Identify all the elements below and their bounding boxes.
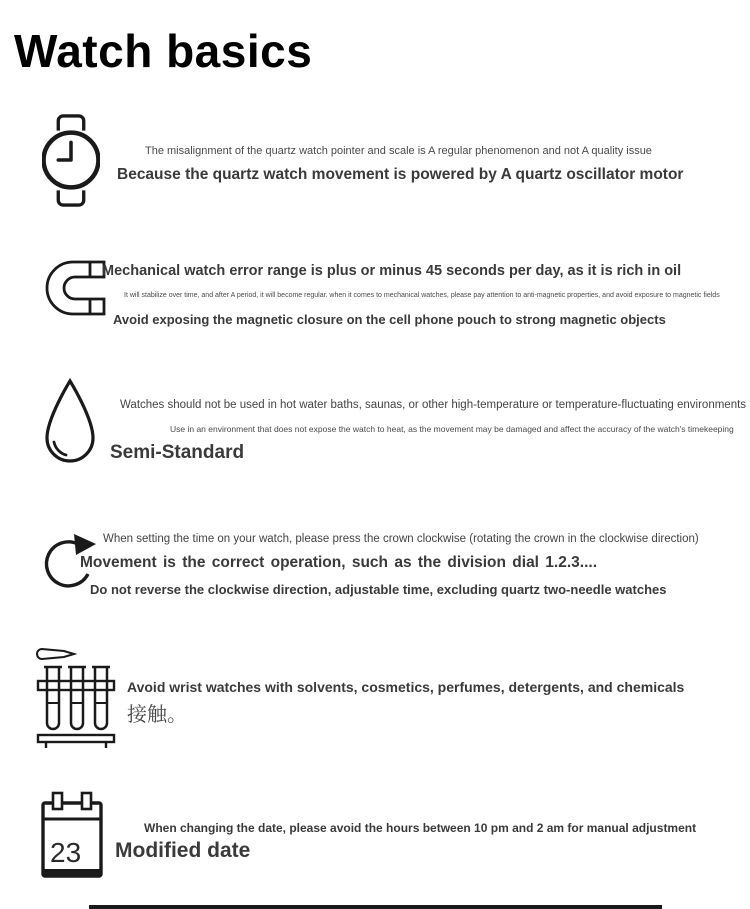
magnet-icon [40,258,106,318]
page-title: Watch basics [14,25,313,77]
crown-note-text: When setting the time on your watch, please press the crown clockwise (rotating the crown in the clockwise direction) [103,533,699,545]
section-crown-setting [0,525,750,605]
chemicals-main-text: Avoid wrist watches with solvents, cosmetics, perfumes, detergents, and chemicals [127,679,685,695]
crown-sub-text: Do not reverse the clockwise direction, adjustable time, excluding quartz two-needle watches [90,582,667,597]
water-note-text: Use in an environment that does not expose the watch to heat, as the movement may be damaged and affect the accuracy of the watch's timekeeping [170,424,734,434]
quartz-main-text: Because the quartz watch movement is powered by A quartz oscillator motor [117,166,684,183]
magnet-sub-text: Avoid exposing the magnetic closure on the cell phone pouch to strong magnetic objects [113,312,666,327]
test-tubes-icon [36,645,116,749]
magnet-main-text: Mechanical watch error range is plus or minus 45 seconds per day, as it is rich in oil [102,263,682,279]
date-heading: Modified date [115,839,251,862]
calendar-day-number: 23 [50,837,82,868]
water-heading: Semi-Standard [110,442,245,463]
section-quartz-accuracy [0,110,750,215]
section-chemicals [0,643,750,755]
section-magnetism [0,253,750,338]
chemicals-cjk-text: 接触。 [127,704,187,726]
calendar-icon [40,790,104,885]
water-drop-icon [42,378,98,472]
quartz-note-text: The misalignment of the quartz watch pointer and scale is A regular phenomenon and not A quality issue [145,145,652,157]
section-water-temperature [0,375,750,480]
magnet-note-text: It will stabilize over time, and after A period, it will become regular. when it comes to mechanical watches, please pay attention to anti-magnetic properties, and avoid exposure to magnetic fields [124,292,720,299]
water-main-text: Watches should not be used in hot water baths, saunas, or other high-temperature or temperature-fluctuating environments [120,399,747,411]
crown-main-text: Movement is the correct operation, such as the division dial 1.2.3.... [80,554,597,571]
bottom-divider [89,905,662,909]
wristwatch-icon [42,113,100,208]
date-note-text: When changing the date, please avoid the hours between 10 pm and 2 am for manual adjustment [144,821,697,835]
section-date-change [0,788,750,888]
